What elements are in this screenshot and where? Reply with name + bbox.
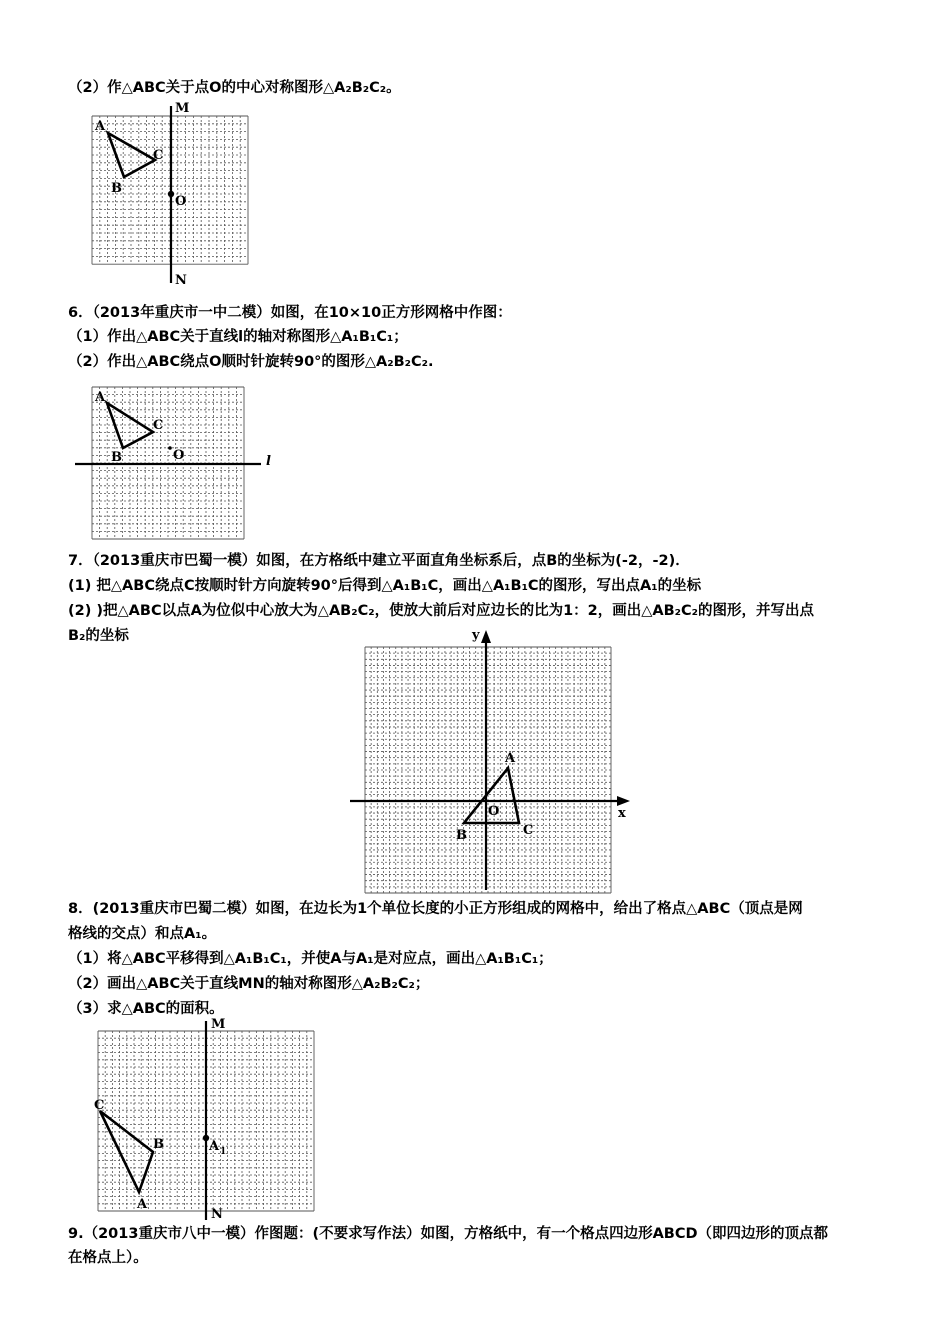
- q5-part2: （2）作△ABC关于点O的中心对称图形△A₂B₂C₂。: [68, 80, 401, 96]
- q6-part1: （1）作出△ABC关于直线l的轴对称图形△A₁B₁C₁；: [68, 329, 408, 345]
- label-c: C: [153, 418, 164, 433]
- q8-part3: （3）求△ABC的面积。: [68, 1001, 224, 1017]
- label-o: O: [173, 448, 185, 463]
- figure-3-coordinate-grid: [345, 625, 645, 895]
- q8-title: 8．(2013重庆市巴蜀二模）如图，在边长为1个单位长度的小正方形组成的网格中，给出了格点△ABC（顶点是网: [68, 901, 803, 917]
- label-o: O: [175, 194, 187, 209]
- x-axis-arrow: [617, 796, 630, 806]
- q6-title: 6．（2013年重庆市一中二模）如图，在10×10正方形网格中作图：: [68, 305, 512, 321]
- q8-part1: （1）将△ABC平移得到△A₁B₁C₁，并使A与A₁是对应点，画出△A₁B₁C₁；: [68, 951, 553, 967]
- label-a1: A: [209, 1139, 220, 1154]
- label-n: N: [211, 1207, 223, 1222]
- q7-part2: (2) )把△ABC以点A为位似中心放大为△AB₂C₂，使放大前后对应边长的比为1：2，画出△AB₂C₂的图形，并写出点: [68, 603, 815, 619]
- label-a: A: [505, 751, 516, 766]
- label-n: N: [175, 273, 187, 288]
- q7-part1: (1) 把△ABC绕点C按顺时针方向旋转90°后得到△A₁B₁C，画出△A₁B₁C的图形，写出点A₁的坐标: [68, 578, 702, 594]
- q8-part2: （2）画出△ABC关于直线MN的轴对称图形△A₂B₂C₂；: [68, 976, 430, 992]
- figure-4-grid: [90, 1015, 330, 1225]
- label-b: B: [111, 181, 122, 196]
- q6-part2: （2）作出△ABC绕点O顺时针旋转90°的图形△A₂B₂C₂.: [68, 354, 434, 370]
- figure-2-grid: [75, 385, 275, 545]
- point-o: [168, 446, 172, 450]
- label-a1-subscript: 1: [220, 1147, 227, 1157]
- label-a: A: [95, 119, 106, 134]
- label-b: B: [111, 450, 122, 465]
- q9-title: 9.（2013重庆市八中一模）作图题：(不要求写作法）如图，方格纸中，有一个格点四边形ABCD（即四边形的顶点都: [68, 1226, 829, 1242]
- y-axis-arrow: [481, 630, 491, 643]
- label-m: M: [211, 1017, 226, 1032]
- label-x: x: [618, 806, 626, 821]
- q7-title: 7．（2013重庆市巴蜀一模）如图，在方格纸中建立平面直角坐标系后，点B的坐标为(-2，-2)．: [68, 553, 690, 569]
- label-y: y: [472, 628, 480, 643]
- q7-part2-cont: B₂的坐标: [68, 628, 129, 644]
- label-c: C: [153, 148, 164, 163]
- label-b: B: [456, 828, 467, 843]
- point-o: [168, 191, 174, 197]
- label-c: C: [523, 823, 534, 838]
- label-c: C: [94, 1098, 105, 1113]
- label-l: l: [266, 454, 271, 469]
- q9-title-cont: 在格点上）。: [68, 1250, 148, 1266]
- label-b: B: [153, 1137, 164, 1152]
- label-a: A: [95, 390, 106, 405]
- q8-title-cont: 格线的交点）和点A₁。: [68, 926, 217, 942]
- triangle-abc: [108, 133, 155, 177]
- label-o: O: [488, 804, 500, 819]
- label-a: A: [137, 1197, 148, 1212]
- figure-1-grid: [85, 100, 265, 290]
- label-m: M: [175, 101, 190, 116]
